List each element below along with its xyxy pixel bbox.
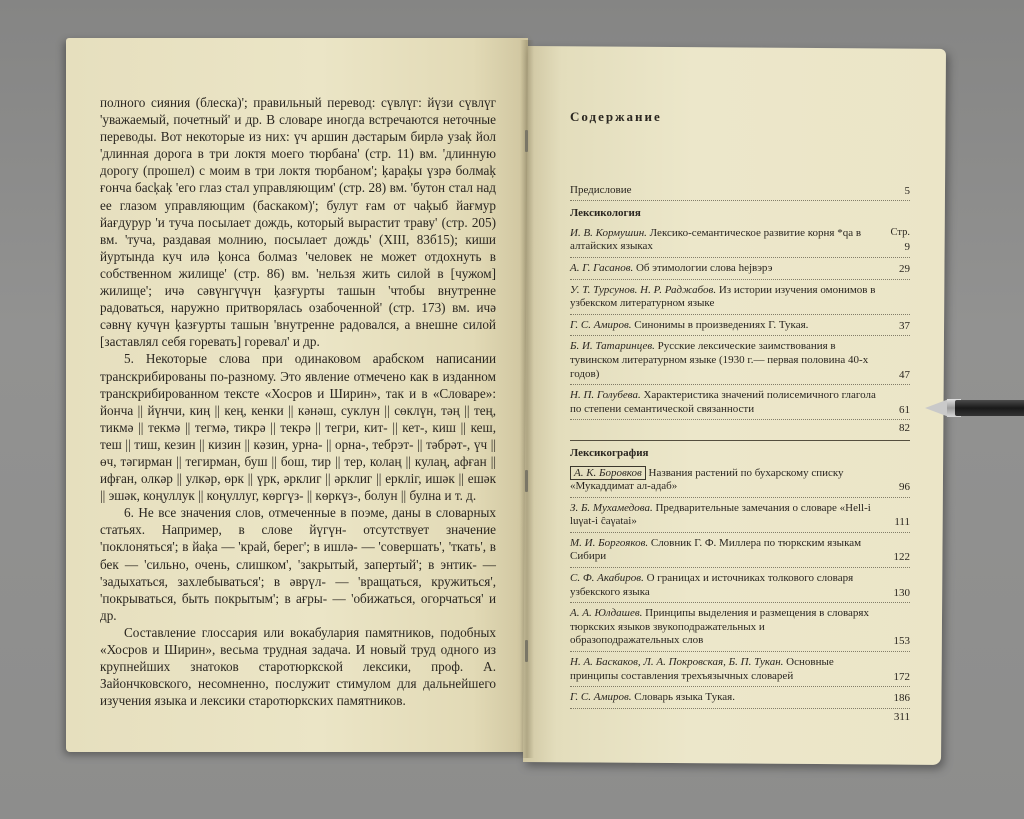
entry-author: З. Б. Мухамедова. <box>570 501 653 514</box>
staple <box>525 470 528 492</box>
toc-entry <box>570 537 910 568</box>
toc-entry <box>570 284 910 315</box>
toc-entry <box>570 691 910 709</box>
section-trailing-page: 311 <box>893 710 910 723</box>
entry-page: 186 <box>893 692 910 705</box>
section-heading: Лексикология <box>570 207 641 220</box>
toc-title: Содержание <box>570 109 662 124</box>
entry-title: Словник Г. Ф. Миллера по тюркским языкам Сибири <box>570 536 862 563</box>
entry-page: 29 <box>899 262 910 275</box>
paragraph: 6. Не все значения слов, отмеченные в поэме, даны в словарных статьях. Например, в слове йүгүн- отсутствует значение 'поклоняться'; в йаķа — 'край, берег'; в ишлә- — 'совершать', 'ткать', в бек — 'сильно, очень, слишком', 'закрытый, запертый'; в энтик- — 'задыхаться, захлебываться'; в әврүл- — 'вращаться, кружиться', 'покрываться, быть покрытым'; в ағры- — 'обижаться, огорчаться' и др. <box>100 505 496 623</box>
staple <box>525 640 528 662</box>
entry-author: Г. С. Амиров. <box>570 691 632 704</box>
entry-author: И. В. Кормушин. <box>570 226 647 239</box>
entry-page: 5 <box>904 184 910 197</box>
entry-author: А. А. Юлдашев. <box>570 607 643 620</box>
entry-author: М. И. Боргояков. <box>570 536 649 549</box>
staple <box>525 130 528 152</box>
pencil-body <box>955 400 1024 416</box>
toc-entry <box>570 572 910 603</box>
entry-page: 130 <box>893 586 910 599</box>
entry-title: Русские лексические заимствования в тувинском литературном языке (1930 г.— первая половина 40-х годов) <box>570 340 869 380</box>
entry-page: 96 <box>899 481 910 494</box>
entry-page: 47 <box>899 368 910 381</box>
pencil-object <box>925 396 1024 420</box>
entry-title: Предисловие <box>570 183 632 196</box>
toc-entry-preface <box>570 184 910 202</box>
entry-title: О границах и источниках толкового словаря узбекского языка <box>570 572 854 598</box>
entry-author: А. К. Боровков <box>570 466 646 480</box>
paragraph: полного сияния (блеска)'; правильный перевод: сүвлүг: йүзи сүвлүг 'уважаемый, почетный' и др. В словаре иногда встречаются неточные переводы. Вот некоторые из них: үч аршин дәстарым бирлә узаķ йол 'длинная дорога в три локтя моего тюрбана' (стр. 11) вм. 'длинную дорогу (прошел) с моим в три локтя тюрбаном'; ķараķы үзрә болмаķ ғонча басķаķ 'его глаз стал управляющим' (стр. 28) вм. 'бутон стал над ее глазом управляющим (баскаком)'; булут ғам от чаķыб йағмур йағдурур 'и туча посылает дождь, который вырастит траву' (стр. 205) вм. 'туча, раздавая молнию, посылает дождь' (XIII, 83б15); киши йуртында куч илә ķонса болмаз 'человек не может отдохнуть в собственном жилище' (стр. 86) вм. 'нельзя жить силой в [чужом] жилище'; ичә сәвүнгүчүн ķазғурты ташын 'чтобы внутренне радоваться, наружно притворялась озабоченной' (стр. 173) вм. ичә сәвнү кучүн ķазғурты ташын 'внутренне радовался, а внешне силой [заставлял себя горевать] горевал' и др. <box>100 95 496 350</box>
toc-entry <box>570 319 910 337</box>
entry-author: А. Г. Гасанов. <box>570 261 634 274</box>
page-column-label: Стр. <box>890 227 910 238</box>
entry-author: Н. П. Голубева. <box>570 389 641 402</box>
toc-entry <box>570 467 910 498</box>
paragraph: 5. Некоторые слова при одинаковом арабском написании транскрибированы по-разному. Это явление отмечено как в изданном транскрибированном тексте «Хосров и Ширин», так и в «Словаре»: йонча || йүнчи, киң || кең, кенки || кәнәш, суклун || сөклүн, тәң || тең, тикмә || текмә || тегмә, тикрә || текрә || тегри, кит- || кет-, киш || кеш, теш || тиш, кезин || кизин || кәзин, урна- || орна-, тебрэт- || тәбрәт-, үч || өч, тәгирман || тегирман, буш || бош, тир || тер, колаң || кулаң, афған || ифған, олкәр || улкәр, өрк || үрк, әрклиг || әрклиг || еркліг, ишәк || ешәк || эшәк, коңуллук || коңуллуг, көргүз- || көркүз-, болун || булна и т. д. <box>100 351 496 504</box>
toc-entry <box>570 389 910 420</box>
section-trailing-page: 82 <box>899 422 910 435</box>
entry-author: Г. С. Амиров. <box>570 318 632 331</box>
entry-title: Об этимологии слова hеjвэрэ <box>635 261 773 274</box>
section-divider <box>570 440 910 441</box>
entry-title: Предварительные замечания о словаре «Hell-i luγat-i ĉaγatai» <box>570 501 871 528</box>
entry-author: Б. И. Татаринцев. <box>570 340 655 353</box>
paragraph: Составление глоссария или вокабулария памятников, подобных «Хосров и Ширин», весьма трудная задача. И новый труд одного из крупнейших знатоков старотюркской лексики, проф. А. Зайончковского, несомненно, послужит стимулом для дальнейшего изучения языка и лексики старотюркских памятников. <box>100 624 496 709</box>
entry-page: 153 <box>893 635 910 648</box>
entry-page: 122 <box>893 551 910 564</box>
toc-entry <box>570 340 910 385</box>
entry-page: 111 <box>894 516 910 529</box>
pencil-tip <box>925 399 949 417</box>
toc-entry <box>570 656 910 687</box>
entry-title: Лексико-семантическое развитие корня *qa в алтайских языках <box>570 226 862 253</box>
toc-entry <box>570 502 910 533</box>
table-of-contents <box>570 110 910 724</box>
entry-title: Словарь языка Тукая. <box>634 691 735 704</box>
section-heading: Лексикография <box>570 446 649 459</box>
entry-page: 9 <box>904 241 910 254</box>
entry-page: 172 <box>893 670 910 683</box>
entry-title: Названия растений по бухарскому списку «Мукаддимат ал-адаб» <box>570 466 844 493</box>
entry-author: У. Т. Турсунов. Н. Р. Раджабов. <box>570 283 717 296</box>
entry-page: 61 <box>899 403 910 416</box>
entry-title: Из истории изучения омонимов в узбекском литературном языке <box>570 283 876 310</box>
entry-title: Основные принципы составления трехъязычных словарей <box>570 656 834 682</box>
toc-entry <box>570 607 910 652</box>
entry-title: Синонимы в произведениях Г. Тукая. <box>634 318 809 331</box>
entry-author: Н. А. Баскаков, Л. А. Покровская, Б. П. Тукан. <box>570 656 784 669</box>
entry-title: Характеристика значений полисемичного глагола по степени семантической связанности <box>570 389 876 415</box>
entry-title: Принципы выделения и размещения в словарях тюркских языков звукоподражательных и образоподражательных слов <box>570 607 869 647</box>
left-page-text <box>100 94 496 709</box>
toc-entry <box>570 262 910 280</box>
entry-author: С. Ф. Акабиров. <box>570 572 644 585</box>
entry-page: 37 <box>899 319 910 332</box>
toc-entry <box>570 227 910 258</box>
